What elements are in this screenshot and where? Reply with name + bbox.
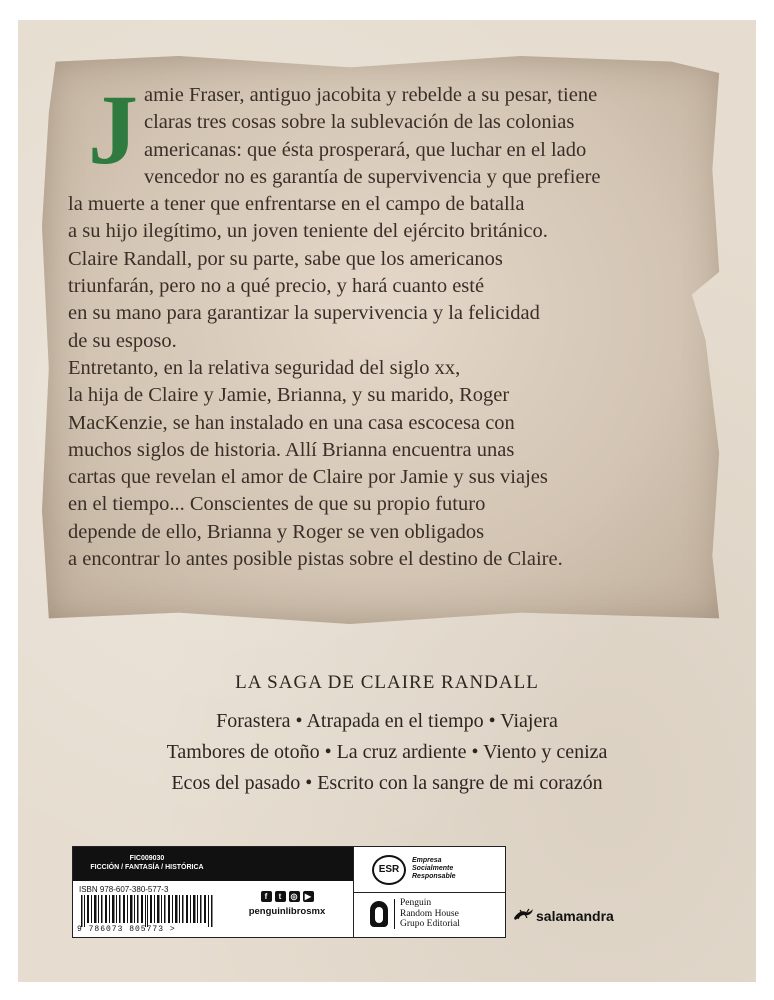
social-handle: penguinlibrosmx	[248, 906, 326, 917]
synopsis-line: de su esposo.	[68, 329, 177, 352]
social-media-block	[223, 891, 351, 917]
instagram-icon: ◎	[289, 891, 300, 902]
youtube-icon: ▶	[303, 891, 314, 902]
saga-line: Ecos del pasado • Escrito con la sangre de mi corazón	[171, 772, 603, 794]
publisher-line: Random House	[400, 908, 459, 919]
publisher-block	[354, 893, 505, 937]
isbn-text: ISBN 978-607-380-577-3	[79, 885, 169, 894]
saga-line: Forastera • Atrapada en el tiempo • Viajera	[216, 710, 558, 732]
barcode-digits: 9 786073 805773 >	[77, 925, 176, 934]
synopsis-line: triunfarán, pero no a qué precio, y hará cuanto esté	[68, 275, 485, 298]
synopsis-line: cartas que revelan el amor de Claire por Jamie y sus viajes	[68, 466, 548, 489]
synopsis-line: americanas: que ésta prosperará, que luchar en el lado	[144, 138, 587, 161]
saga-line: Tambores de otoño • La cruz ardiente • Viento y ceniza	[166, 741, 608, 763]
synopsis-line: la hija de Claire y Jamie, Brianna, y su marido, Roger	[68, 384, 510, 407]
synopsis-line: a su hijo ilegítimo, un joven teniente del ejército británico.	[68, 220, 548, 243]
esr-line: Socialmente	[412, 865, 454, 872]
category-genre: FICCIÓN / FANTASÍA / HISTÓRICA	[90, 864, 204, 871]
synopsis-line: a encontrar lo antes posible pistas sobre el destino de Claire.	[68, 548, 563, 571]
saga-book-list	[0, 706, 774, 799]
esr-line: Empresa	[412, 857, 442, 864]
synopsis-line: la muerte a tener que enfrentarse en el campo de batalla	[68, 193, 525, 216]
imprint-name: salamandra	[536, 908, 614, 924]
esr-block	[354, 847, 505, 893]
synopsis-line: claras tres cosas sobre la sublevación de las colonias	[144, 111, 575, 134]
category-label	[73, 847, 221, 881]
salamander-icon	[512, 906, 534, 922]
synopsis-line: en su mano para garantizar la supervivencia y la felicidad	[68, 302, 540, 325]
penguin-logo-icon	[370, 901, 388, 927]
saga-heading: LA SAGA DE CLAIRE RANDALL	[235, 672, 539, 693]
barcode-panel	[72, 846, 506, 938]
esr-label	[412, 857, 456, 881]
synopsis-line: Claire Randall, por su parte, sabe que los americanos	[68, 247, 503, 270]
facebook-icon: f	[261, 891, 272, 902]
esr-logo: ESR	[372, 855, 406, 885]
dropcap-letter: J	[88, 74, 138, 185]
synopsis-line: en el tiempo... Conscientes de que su propio futuro	[68, 493, 486, 516]
publisher-divider	[394, 899, 395, 929]
esr-line: Responsable	[412, 873, 456, 880]
synopsis-line: Entretanto, en la relativa seguridad del siglo xx,	[68, 356, 461, 379]
synopsis-text	[68, 74, 728, 573]
publisher-line: Penguin	[400, 898, 432, 908]
publisher-name	[400, 898, 460, 930]
synopsis-line: vencedor no es garantía de supervivencia y que prefiere	[144, 165, 601, 188]
category-code: FIC009030	[129, 855, 165, 862]
twitter-icon: t	[275, 891, 286, 902]
publisher-line: Grupo Editorial	[400, 919, 460, 929]
black-strip	[221, 847, 353, 881]
synopsis-line: MacKenzie, se han instalado en una casa escocesa con	[68, 411, 515, 434]
synopsis-line: muchos siglos de historia. Allí Brianna encuentra unas	[68, 438, 515, 461]
synopsis-line: depende de ello, Brianna y Roger se ven obligados	[68, 520, 485, 543]
synopsis-line: amie Fraser, antiguo jacobita y rebelde a su pesar, tiene	[144, 84, 598, 106]
barcode-icon	[81, 895, 215, 927]
